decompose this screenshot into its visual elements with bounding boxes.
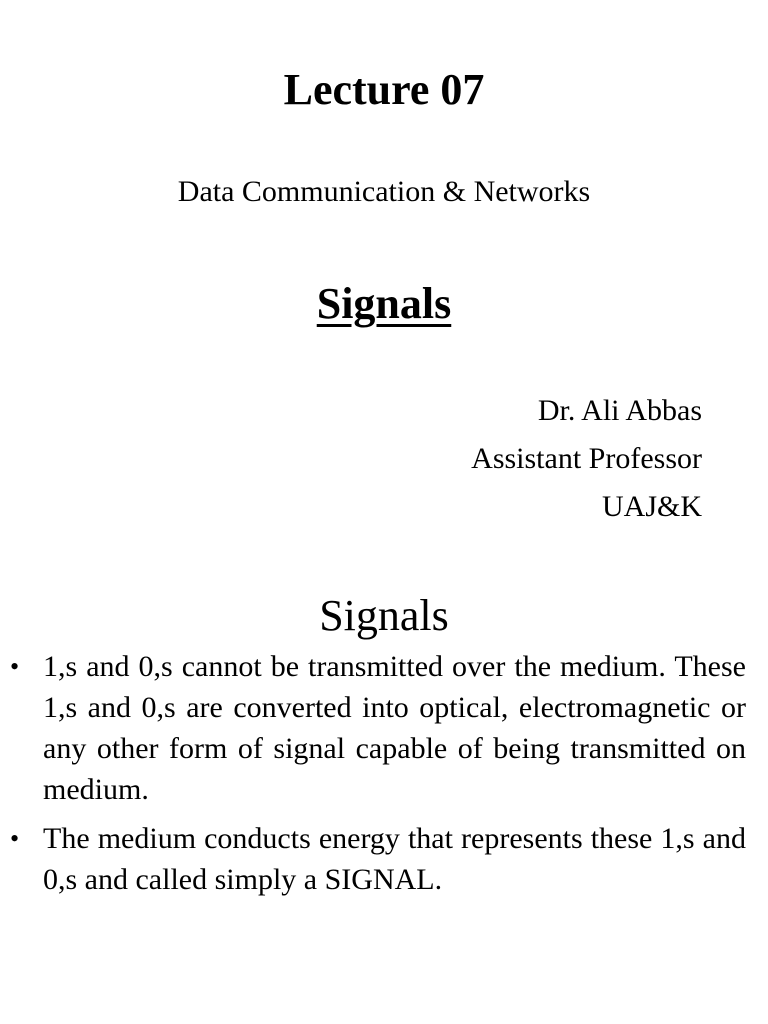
bullet-item <box>0 818 768 900</box>
lecture-title: Lecture 07 <box>283 65 485 114</box>
bullet-text: 1,s and 0,s cannot be transmitted over the medium. These 1,s and 0,s are converted into optical, electromagnetic or any other form of signal capable of being transmitted on medium. <box>43 650 746 806</box>
topic-heading: Signals <box>316 279 452 328</box>
bullet-list <box>0 646 768 908</box>
bullet-icon: • <box>10 652 20 681</box>
author-affiliation: UAJ&K <box>601 490 702 523</box>
bullet-item <box>0 646 768 810</box>
slide-heading: Signals <box>319 591 449 640</box>
author-block <box>471 387 702 531</box>
bullet-text: The medium conducts energy that represents these 1,s and 0,s and called simply a SIGNAL. <box>43 822 746 896</box>
author-position: Assistant Professor <box>471 442 702 475</box>
author-name: Dr. Ali Abbas <box>537 394 702 427</box>
bullet-icon: • <box>10 824 20 853</box>
course-subtitle: Data Communication & Networks <box>177 175 591 208</box>
